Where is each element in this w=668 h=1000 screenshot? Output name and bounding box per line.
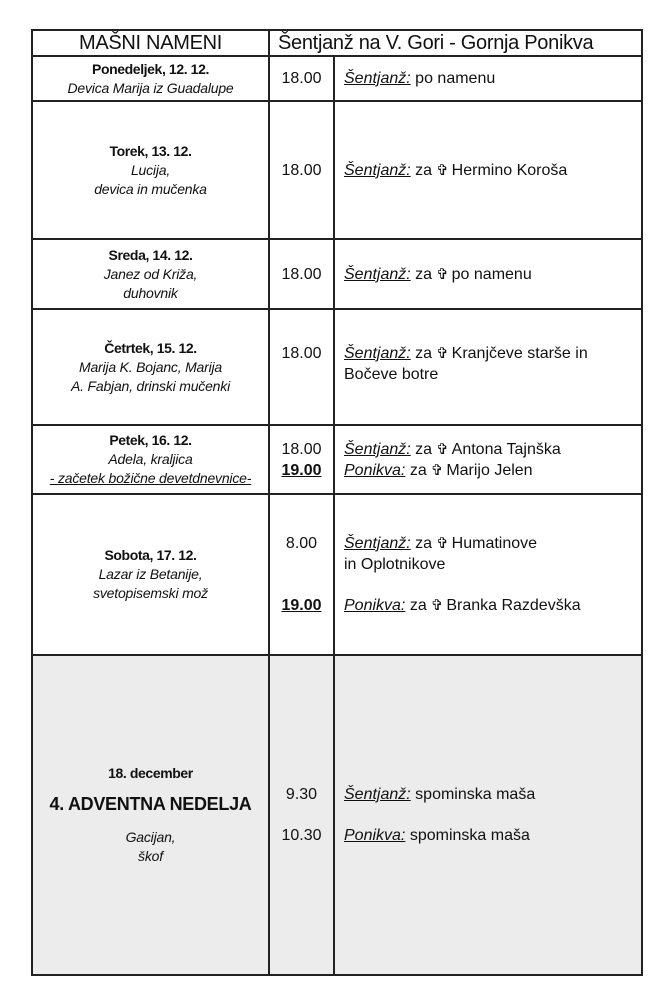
saint-name: škof: [138, 848, 163, 864]
intention-line: [344, 160, 641, 181]
intention-prefix: za: [415, 265, 433, 283]
intention-text: Marijo Jelen: [446, 461, 533, 479]
cross-icon: ✞: [436, 345, 449, 362]
intention-line: [344, 533, 641, 554]
intention-line: [344, 439, 641, 460]
novena-note: - začetek božične devetdnevnice-: [49, 470, 252, 486]
table-row-sunday: [32, 655, 642, 975]
saint-name: Gacijan,: [125, 829, 176, 845]
intention-prefix: za: [409, 461, 427, 479]
saint-name: A. Fabjan, drinski mučenki: [71, 377, 230, 394]
cross-icon: ✞: [436, 440, 449, 458]
intention-line: [344, 460, 641, 481]
saint-name: duhovnik: [123, 284, 178, 301]
intention-prefix: za: [415, 161, 433, 179]
saint-name: devica in mučenka: [94, 180, 207, 197]
table-row-saturday: [32, 494, 642, 655]
mass-time: 18.00: [281, 345, 322, 362]
intention-text: po namenu: [451, 265, 532, 283]
day-name: Četrtek, 15. 12.: [104, 339, 197, 356]
day-cell: [32, 239, 269, 309]
intention-text: Kranjčeve starše in: [451, 345, 588, 362]
intention-text: Antona Tajnška: [451, 440, 561, 458]
intention-text: spominska maša: [409, 827, 530, 844]
intention-line: [344, 343, 641, 364]
location-label: Šentjanž:: [344, 535, 411, 552]
location-label: Šentjanž:: [344, 70, 411, 87]
intention-line: [344, 68, 641, 89]
time-cell: [269, 101, 334, 239]
location-label: Šentjanž:: [344, 161, 411, 179]
intention-line: [344, 595, 641, 616]
intention-cell: [334, 101, 642, 239]
intention-text: spominska maša: [415, 786, 536, 803]
table-row-tuesday: [32, 101, 642, 239]
day-name: Sreda, 14. 12.: [108, 246, 193, 263]
header-parish: Šentjanž na V. Gori - Gornja Ponikva: [269, 30, 642, 56]
saint-name: Adela, kraljica: [108, 451, 193, 467]
saint-name: Devica Marija iz Guadalupe: [67, 79, 234, 96]
table-row-thursday: [32, 309, 642, 425]
feast-title: 4. ADVENTNA NEDELJA: [49, 794, 252, 814]
saint-name: Lucija,: [130, 161, 171, 178]
saint-name: Lazar iz Betanije,: [98, 566, 203, 582]
intention-cell: [334, 655, 642, 975]
mass-time: 18.00: [281, 265, 322, 283]
day-name: 18. december: [108, 765, 193, 781]
intention-cell: [334, 239, 642, 309]
mass-time: 18.00: [281, 161, 322, 179]
cross-icon: ✞: [430, 597, 444, 614]
mass-time: 18.00: [281, 70, 322, 87]
cross-icon: ✞: [436, 535, 449, 552]
day-cell: [32, 309, 269, 425]
day-cell: [32, 494, 269, 655]
mass-time: 8.00: [285, 535, 318, 552]
time-cell: [269, 309, 334, 425]
location-label: Šentjanž:: [344, 345, 411, 362]
location-label: Ponikva:: [344, 461, 406, 479]
intention-text: Humatinove: [451, 535, 538, 552]
header-title: MAŠNI NAMENI: [32, 30, 269, 56]
intention-cell: [334, 494, 642, 655]
cross-icon: ✞: [436, 265, 449, 283]
cross-icon: ✞: [430, 461, 444, 479]
location-label: Šentjanž:: [344, 440, 411, 458]
table-row-monday: [32, 56, 642, 101]
intention-prefix: za: [415, 345, 433, 362]
intention-text: po namenu: [415, 70, 496, 87]
location-label: Šentjanž:: [344, 786, 411, 803]
day-name: Petek, 16. 12.: [109, 432, 192, 448]
intention-cell: [334, 309, 642, 425]
intention-text: Hermino Koroša: [451, 161, 568, 179]
cross-icon: ✞: [436, 161, 449, 179]
day-name: Ponedeljek, 12. 12.: [92, 60, 209, 77]
saint-name: svetopisemski mož: [93, 585, 208, 601]
time-cell: [269, 655, 334, 975]
intention-prefix: za: [415, 535, 433, 552]
location-label: Šentjanž:: [344, 265, 411, 283]
day-cell: [32, 101, 269, 239]
intention-prefix: za: [409, 597, 427, 614]
mass-time: 10.30: [281, 827, 322, 844]
intention-line: [344, 264, 641, 285]
location-label: Ponikva:: [344, 597, 406, 614]
intention-line: [344, 825, 641, 846]
mass-intentions-table: [31, 29, 643, 976]
day-name: Torek, 13. 12.: [109, 142, 192, 159]
day-cell: [32, 425, 269, 494]
intention-line: [344, 784, 641, 805]
time-cell: [269, 494, 334, 655]
table-row-friday: [32, 425, 642, 494]
saint-name: Janez od Križa,: [103, 265, 198, 282]
table-row-wednesday: [32, 239, 642, 309]
time-cell: [269, 425, 334, 494]
mass-time: 19.00: [281, 597, 322, 614]
intention-cell: [334, 56, 642, 101]
intention-text: Branka Razdevška: [446, 597, 581, 614]
day-cell: [32, 655, 269, 975]
intention-continuation: in Oplotnikove: [344, 556, 446, 573]
mass-time: 18.00: [281, 440, 322, 458]
location-label: Ponikva:: [344, 827, 406, 844]
intention-continuation: Bočeve botre: [344, 366, 439, 383]
day-cell: [32, 56, 269, 101]
intention-cell: [334, 425, 642, 494]
intention-prefix: za: [415, 440, 433, 458]
header-row: [32, 30, 642, 56]
mass-time: 19.00: [281, 461, 322, 479]
day-name: Sobota, 17. 12.: [104, 547, 197, 563]
time-cell: [269, 56, 334, 101]
saint-name: Marija K. Bojanc, Marija: [78, 358, 223, 375]
time-cell: [269, 239, 334, 309]
mass-time: 9.30: [285, 786, 318, 803]
